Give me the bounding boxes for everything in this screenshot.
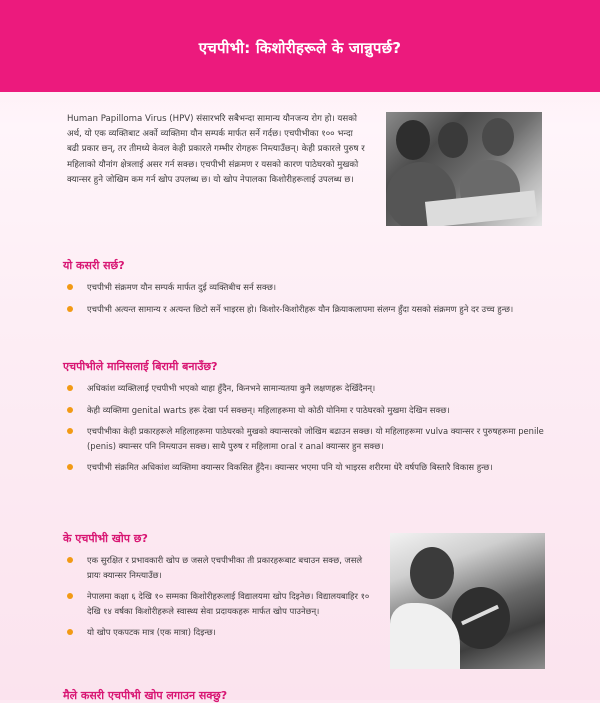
section-title-vaccine: के एचपीभी खोप छ?: [63, 532, 148, 545]
illness-list: [65, 381, 545, 482]
bullet-dot-icon: [67, 407, 73, 413]
bullet-dot-icon: [67, 306, 73, 312]
bullet-dot-icon: [67, 464, 73, 470]
bullet-dot-icon: [67, 629, 73, 635]
list-item: अधिकांश व्यक्तिलाई एचपीभी भएको थाहा हुँदैन, किनभने सामान्यतया कुनै लक्षणहरू देखिँदैनन्।: [65, 381, 545, 396]
section-title-how-to-get-vaccine: मैले कसरी एचपीभी खोप लगाउन सक्छु?: [63, 689, 228, 702]
transmission-list: [65, 280, 545, 323]
list-item: एक सुरक्षित र प्रभावकारी खोप छ जसले एचपीभीका ती प्रकारहरूबाट बचाउन सक्छ, जसले प्रायः क्यान्सर निम्त्याउँछ।: [65, 553, 377, 582]
bullet-dot-icon: [67, 593, 73, 599]
list-item: एचपीभी संक्रमित अधिकांश व्यक्तिमा क्यान्सर विकसित हुँदैन। क्यान्सर भएमा पनि यो भाइरस शरीरमा धेरै वर्षपछि बिस्तारै विकास हुन्छ।: [65, 460, 545, 475]
bullet-dot-icon: [67, 428, 73, 434]
list-item: यो खोप एकपटक मात्र (एक मात्रा) दिइन्छ।: [65, 625, 377, 640]
bullet-dot-icon: [67, 385, 73, 391]
group-of-women-photo: [386, 112, 542, 226]
page-title: एचपीभी: किशोरीहरूले के जान्नुपर्छ?: [198, 39, 402, 57]
section-title-transmission: यो कसरी सर्छ?: [63, 259, 125, 272]
page-header-banner: [0, 0, 600, 92]
list-item: एचपीभी संक्रमण यौन सम्पर्क मार्फत दुई व्यक्तिबीच सर्न सक्छ।: [65, 280, 545, 295]
list-item: एचपीभीका केही प्रकारहरूले महिलाहरूमा पाठेघरको मुखको क्यान्सरको जोखिम बढाउन सक्छ। यो महिलाहरूमा vulva क्यान्सर र पुरुषहरूमा penile (penis) क्यान्सर पनि निम्त्याउन सक्छ। साथै पुरुष र महिलामा oral र anal क्यान्सर हुन सक्छ।: [65, 424, 545, 453]
bullet-dot-icon: [67, 557, 73, 563]
list-item: एचपीभी अत्यन्त सामान्य र अत्यन्त छिटो सर्ने भाइरस हो। किशोर-किशोरीहरू यौन क्रियाकलापमा संलग्न हुँदा यसको संक्रमण हुने दर उच्च हुन्छ।: [65, 302, 545, 317]
list-item: नेपालमा कक्षा ६ देखि १० सम्मका किशोरीहरूलाई विद्यालयमा खोप दिइनेछ। विद्यालयबाहिर १० देखि १४ वर्षका किशोरीहरूले स्वास्थ्य सेवा प्रदायकहरू मार्फत खोप पाउनेछन्।: [65, 589, 377, 618]
bullet-dot-icon: [67, 284, 73, 290]
list-item: केही व्यक्तिमा genital warts हरू देखा पर्न सक्छन्। महिलाहरूमा यो कोठी योनिमा र पाठेघरको मुखमा देखिन सक्छ।: [65, 403, 545, 418]
vaccination-photo: [390, 533, 545, 669]
intro-paragraph: Human Papilloma Virus (HPV) संसारभरि सबैभन्दा सामान्य यौनजन्य रोग हो। यसको अर्थ, यो एक व्यक्तिबाट अर्को व्यक्तिमा यौन सम्पर्क मार्फत सर्ने गर्दछ। एचपीभीका १०० भन्दा बढी प्रकार छन्, तर तीमध्ये केवल केही प्रकारले गम्भीर रोगहरू निम्त्याउँछन्। केही प्रकारले पुरुष र महिलाको यौनांग क्षेत्रलाई असर गर्न सक्छ। एचपीभी संक्रमण र यसको कारण पाठेघरको मुखको क्यान्सर हुने जोखिम कम गर्न खोप उपलब्ध छ। यो खोप नेपालका किशोरीहरूलाई उपलब्ध छ।: [67, 114, 365, 185]
section-title-illness: एचपीभीले मानिसलाई बिरामी बनाउँछ?: [63, 360, 218, 373]
vaccine-list: [65, 553, 377, 647]
